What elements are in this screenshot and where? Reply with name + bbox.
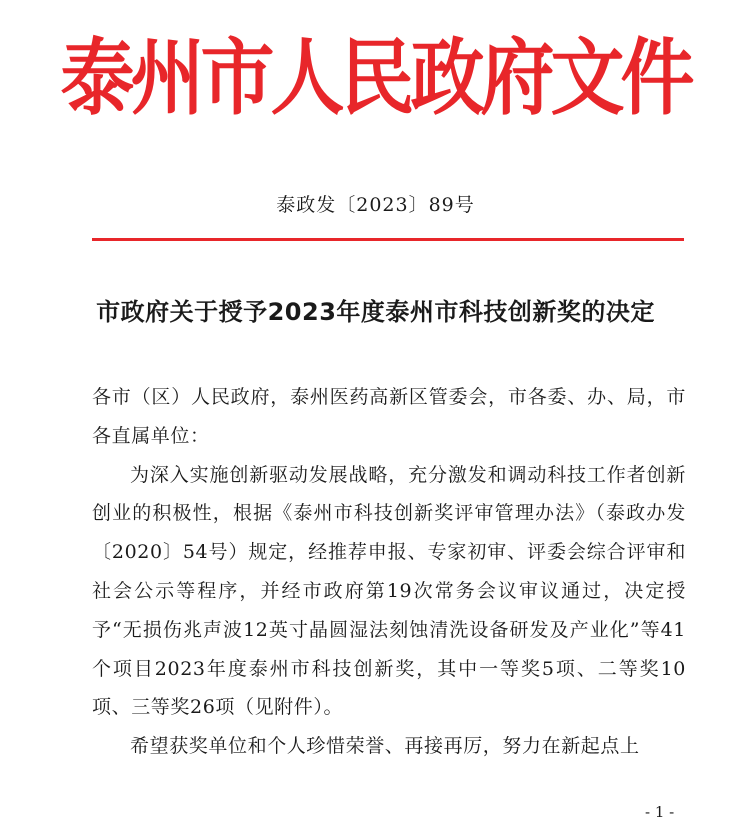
salutation: 各市（区）人民政府，泰州医药高新区管委会，市各委、办、局，市各直属单位： (92, 386, 686, 447)
page-number: - 1 - (645, 803, 675, 821)
document-number: 泰政发〔2023〕89号 (276, 194, 475, 216)
document-title: 市政府关于授予2023年度泰州市科技创新奖的决定 (96, 298, 655, 326)
document-body (92, 378, 686, 766)
red-divider-line (92, 238, 684, 241)
body-paragraph-2: 希望获奖单位和个人珍惜荣誉、再接再厉，努力在新起点上 (130, 735, 640, 758)
body-paragraph-1: 为深入实施创新驱动发展战略，充分激发和调动科技工作者创新创业的积极性，根据《泰州市科技创新奖评审管理办法》（泰政办发〔2020〕54号）规定，经推荐申报、专家初审、评委会综合评审和社会公示等程序，并经市政府第19次常务会议审议通过，决定授予“无损伤兆声波12英寸晶圆湿法刻蚀清洗设备研发及产业化”等41个项目2023年度泰州市科技创新奖，其中一等奖5项、二等奖10项、三等奖26项（见附件）。 (92, 463, 686, 719)
document-masthead: 泰州市人民政府文件 (60, 30, 691, 127)
